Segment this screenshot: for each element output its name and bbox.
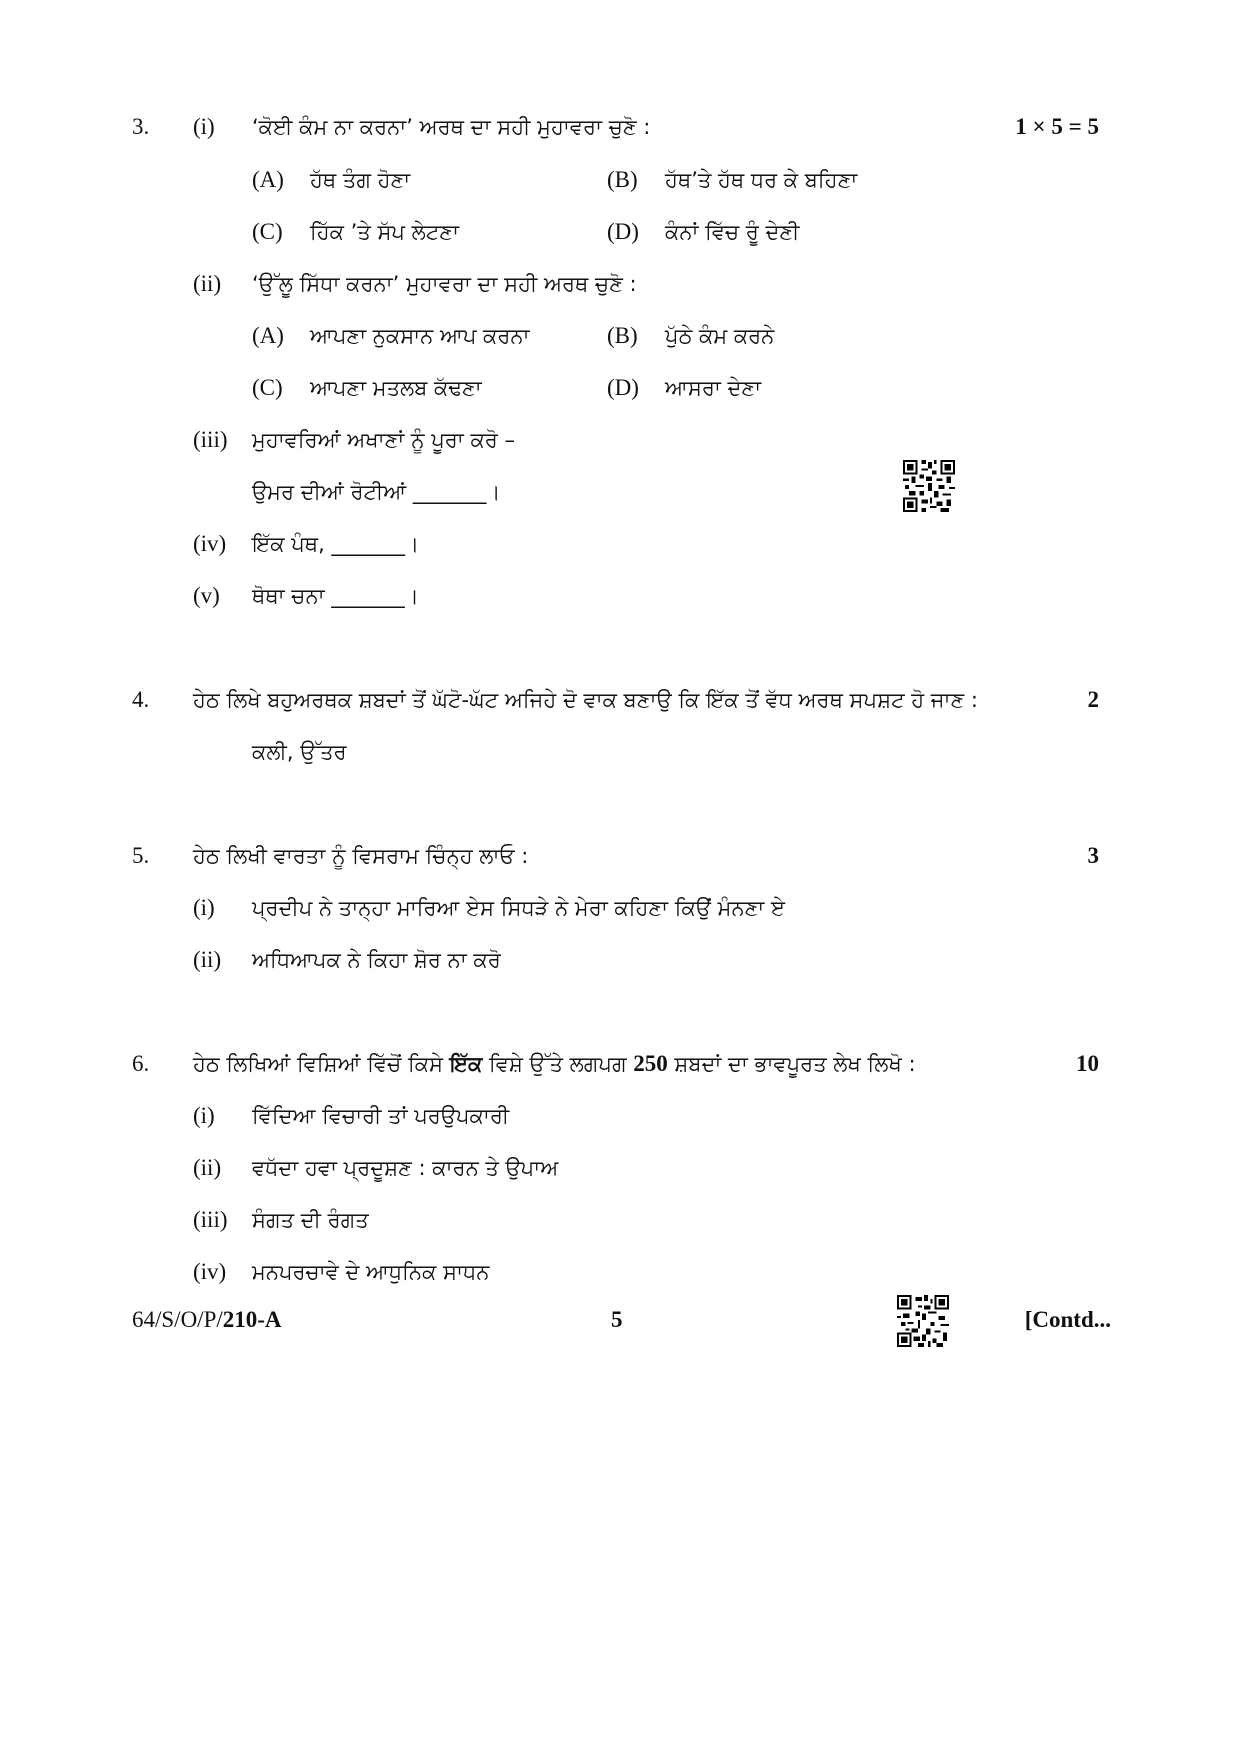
- qr-code-icon: [903, 460, 955, 512]
- paper-code: 64/S/O/P/210-A: [132, 1307, 282, 1332]
- q3-ii-option-c: ਆਪਣਾ ਮਤਲਬ ਕੱਢਣਾ: [310, 376, 482, 400]
- q3-i-label: (i): [193, 114, 215, 139]
- q6-ii-text: ਵਧੱਦਾ ਹਵਾ ਪ੍ਰਦੂਸ਼ਣ : ਕਾਰਨ ਤੇ ਉਪਾਅ: [252, 1156, 559, 1180]
- q5-ii-text: ਅਧਿਆਪਕ ਨੇ ਕਿਹਾ ਸ਼ੋਰ ਨਾ ਕਰੋ: [252, 948, 501, 972]
- q4-words: ਕਲੀ, ਉੱਤਰ: [252, 740, 347, 764]
- q3-ii-option-d: ਆਸਰਾ ਦੇਣਾ: [665, 376, 762, 400]
- q6-text: ਹੇਠ ਲਿਖਿਆਂ ਵਿਸ਼ਿਆਂ ਵਿੱਚੋਂ ਕਿਸੇ ਇੱਕ ਵਿਸ਼ੇ ਉੱਤੇ ਲਗਪਗ 250 ਸ਼ਬਦਾਂ ਦਾ ਭਾਵਪੂਰਤ ਲੇਖ ਲਿਖੋ :: [193, 1051, 916, 1076]
- q3-iv-text: ਇੱਕ ਪੰਥ, _______।: [252, 532, 420, 556]
- q6-iv-label: (iv): [193, 1259, 227, 1284]
- q6-ii-label: (ii): [193, 1155, 222, 1180]
- q3-ii-option-a: ਆਪਣਾ ਨੁਕਸਾਨ ਆਪ ਕਰਨਾ: [310, 324, 530, 348]
- page-number: 5: [611, 1307, 623, 1332]
- q4-marks: 2: [1087, 687, 1099, 712]
- q3-ii-option-b-label: (B): [607, 323, 638, 348]
- q3-ii-text: ‘ਉੱਲੂ ਸਿੱਧਾ ਕਰਨਾ’ ਮੁਹਾਵਰਾ ਦਾ ਸਹੀ ਅਰਥ ਚੁਣੋ :: [252, 272, 637, 296]
- q4-number: 4.: [132, 687, 150, 712]
- q6-i-text: ਵਿੱਦਿਆ ਵਿਚਾਰੀ ਤਾਂ ਪਰਉਪਕਾਰੀ: [252, 1104, 510, 1128]
- q6-iii-text: ਸੰਗਤ ਦੀ ਰੰਗਤ: [252, 1208, 369, 1232]
- q6-i-label: (i): [193, 1103, 215, 1128]
- q6-iv-text: ਮਨਪਰਚਾਵੇ ਦੇ ਆਧੁਨਿਕ ਸਾਧਨ: [252, 1260, 490, 1284]
- q3-number: 3.: [132, 114, 150, 139]
- q3-iii-text: ਮੁਹਾਵਰਿਆਂ ਅਖਾਣਾਂ ਨੂੰ ਪੂਰਾ ਕਰੋ –: [252, 428, 515, 452]
- q3-i-option-b: ਹੱਥ’ਤੇ ਹੱਥ ਧਰ ਕੇ ਬਹਿਣਾ: [665, 168, 858, 192]
- q3-i-text: ‘ਕੋਈ ਕੰਮ ਨਾ ਕਰਨਾ’ ਅਰਥ ਦਾ ਸਹੀ ਮੁਹਾਵਰਾ ਚੁਣੋ :: [252, 115, 651, 139]
- q6-number: 6.: [132, 1051, 150, 1076]
- q3-iv-label: (iv): [193, 531, 227, 556]
- q3-ii-option-d-label: (D): [607, 375, 639, 400]
- q3-iii-line: ਉਮਰ ਦੀਆਂ ਰੋਟੀਆਂ _______।: [252, 480, 501, 504]
- q5-number: 5.: [132, 843, 150, 868]
- q3-i-option-c-label: (C): [252, 219, 283, 244]
- q3-i-option-c: ਹਿੱਕ ’ਤੇ ਸੱਪ ਲੇਟਣਾ: [310, 220, 459, 244]
- q6-iii-label: (iii): [193, 1207, 228, 1232]
- q3-v-label: (v): [193, 583, 220, 608]
- q5-i-label: (i): [193, 895, 215, 920]
- q5-i-text: ਪ੍ਰਦੀਪ ਨੇ ਤਾਨ੍ਹਾ ਮਾਰਿਆ ਏਸ ਸਿਧੜੇ ਨੇ ਮੇਰਾ ਕਹਿਣਾ ਕਿਉਂ ਮੰਨਣਾ ਏ: [252, 896, 785, 920]
- q6-marks: 10: [1076, 1051, 1099, 1076]
- q3-v-text: ਥੋਥਾ ਚਨਾ _______।: [252, 584, 419, 608]
- qr-code-icon: [897, 1295, 949, 1347]
- q5-text: ਹੇਠ ਲਿਖੀ ਵਾਰਤਾ ਨੂੰ ਵਿਸਰਾਮ ਚਿੰਨ੍ਹ ਲਾਓ :: [193, 844, 529, 868]
- q3-i-option-a-label: (A): [252, 167, 284, 192]
- q3-iii-label: (iii): [193, 427, 228, 452]
- q3-i-option-a: ਹੱਥ ਤੰਗ ਹੋਣਾ: [310, 168, 411, 192]
- q3-ii-option-c-label: (C): [252, 375, 283, 400]
- continued-label: [Contd...: [1024, 1307, 1111, 1332]
- q3-i-option-d: ਕੰਨਾਂ ਵਿੱਚ ਰੂੰ ਦੇਣੀ: [665, 220, 800, 244]
- q5-ii-label: (ii): [193, 947, 222, 972]
- q3-ii-label: (ii): [193, 271, 222, 296]
- q3-i-option-b-label: (B): [607, 167, 638, 192]
- q3-ii-option-a-label: (A): [252, 323, 284, 348]
- q3-i-option-d-label: (D): [607, 219, 639, 244]
- q3-marks: 1 × 5 = 5: [1015, 114, 1099, 139]
- q4-text: ਹੇਠ ਲਿਖੇ ਬਹੁਅਰਥਕ ਸ਼ਬਦਾਂ ਤੋਂ ਘੱਟੋ-ਘੱਟ ਅਜਿਹੇ ਦੋ ਵਾਕ ਬਣਾਉ ਕਿ ਇੱਕ ਤੋਂ ਵੱਧ ਅਰਥ ਸਪਸ਼ਟ ਹੋ ਜਾਣ :: [193, 688, 978, 712]
- q3-ii-option-b: ਪੁੱਠੇ ਕੰਮ ਕਰਨੇ: [665, 324, 775, 348]
- q5-marks: 3: [1087, 843, 1099, 868]
